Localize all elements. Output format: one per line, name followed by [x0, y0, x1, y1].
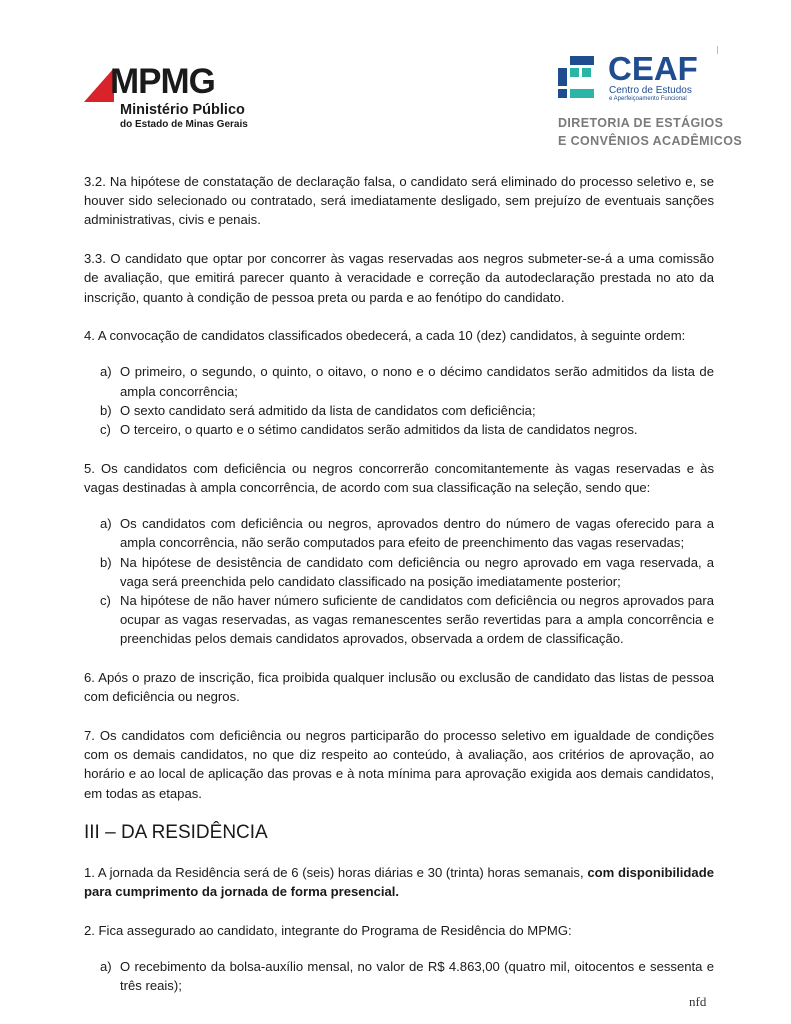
- ceaf-subtitle: Centro de Estudos: [609, 85, 692, 96]
- list-marker: a): [100, 958, 112, 974]
- list-item: [84, 401, 714, 420]
- paragraph-r1-bold: com disponibilidade para cumprimento da jornada de forma presencial.: [84, 864, 714, 899]
- mpmg-wordmark: MPMG: [110, 62, 215, 101]
- list-item-text: Os candidatos com deficiência ou negros, aprovados dentro do número de vagas oferecido para a ampla concorrência, não serão computados para efeito de preenchimento das vagas reservadas;: [120, 516, 714, 551]
- list-item-text: O terceiro, o quarto e o sétimo candidatos serão admitidos da lista de candidatos negros.: [120, 422, 638, 438]
- header-tick-mark: [717, 46, 718, 54]
- footer-initials: nfd: [689, 994, 707, 1009]
- page-header: [0, 0, 791, 160]
- mpmg-logo: [84, 62, 254, 134]
- ceaf-directorate-line-2: E CONVÊNIOS ACADÊMICOS: [558, 134, 743, 148]
- ceaf-directorate-line-1: DIRETORIA DE ESTÁGIOS: [558, 116, 724, 130]
- list-item-text: O sexto candidato será admitido da lista de candidatos com deficiência;: [120, 402, 536, 418]
- section-title: III – DA RESIDÊNCIA: [84, 821, 268, 843]
- list-item-text: O primeiro, o segundo, o quinto, o oitavo, o nono e o décimo candidatos serão admitidos da lista de ampla concorrência;: [120, 364, 714, 399]
- paragraph-6: 6. Após o prazo de inscrição, fica proibida qualquer inclusão ou exclusão de candidato das listas de pessoa com deficiência ou negros.: [84, 670, 714, 705]
- paragraph-5: 5. Os candidatos com deficiência ou negros concorrerão concomitantemente às vagas reservadas e às vagas destinadas à ampla concorrência, de acordo com sua classificação na seleção, sendo que:: [84, 460, 714, 495]
- paragraph-r1: [84, 863, 714, 901]
- mpmg-subtitle: Ministério Público: [120, 102, 245, 118]
- paragraph-4: 4. A convocação de candidatos classificados obedecerá, a cada 10 (dez) candidatos, à seguinte ordem:: [84, 328, 686, 344]
- paragraph-3-3: 3.3. O candidato que optar por concorrer às vagas reservadas aos negros submeter-se-á a uma comissão de avaliação, que emitirá parecer quanto à veracidade e correção da autodeclaração prestada no ato da inscrição, quanto à condição de pessoa preta ou parda e ao fenótipo do candidato.: [84, 251, 714, 305]
- list-marker: b): [100, 402, 112, 418]
- list-item: [84, 553, 714, 591]
- list-item-text: O recebimento da bolsa-auxílio mensal, no valor de R$ 4.863,00 (quatro mil, oitocentos e sessenta e três reais);: [120, 958, 714, 994]
- ceaf-emblem-icon: [556, 54, 602, 100]
- list-item: [84, 957, 714, 995]
- paragraph-r2: 2. Fica assegurado ao candidato, integrante do Programa de Residência do MPMG:: [84, 922, 572, 938]
- paragraph-3-2: 3.2. Na hipótese de constatação de declaração falsa, o candidato será eliminado do processo seletivo e, se houver sido selecionado ou contratado, será imediatamente desligado, sem prejuízo de eventuais sanções administrativas, civis e penais.: [84, 174, 714, 228]
- list-marker: a): [100, 516, 112, 532]
- list-marker: b): [100, 554, 112, 570]
- list-marker: a): [100, 364, 112, 380]
- paragraph-7: 7. Os candidatos com deficiência ou negros participarão do processo seletivo em igualdade de condições com os demais candidatos, no que diz respeito ao conteúdo, à avaliação, aos critérios de aprovação, ao horário e ao local de aplicação das provas e à nota mínima para aprovação exigida aos demais candidatos, em todas as etapas.: [84, 727, 714, 801]
- list-item: [84, 514, 714, 552]
- ceaf-wordmark: CEAF: [608, 50, 698, 87]
- list-item-text: Na hipótese de não haver número suficiente de candidatos com deficiência ou negros aprovados para ocupar as vagas reservadas, as vagas remanescentes serão revertidas para a ampla concorrência e preenchidas pelos demais candidatos aprovados, observada a ordem de classificação.: [120, 592, 714, 647]
- list-item-5: [84, 514, 714, 648]
- list-item-4: [84, 362, 714, 439]
- paragraph-r1-text: 1. A jornada da Residência será de 6 (seis) horas diárias e 30 (trinta) horas semanais,: [84, 864, 588, 880]
- mpmg-subtitle-2: do Estado de Minas Gerais: [120, 119, 248, 130]
- list-item: [84, 420, 714, 439]
- list-item: [84, 362, 714, 400]
- list-item-text: Na hipótese de desistência de candidato com deficiência ou negro aprovado em vaga reservada, a vaga será preenchida pelo candidato classificado na posição imediatamente posterior;: [120, 554, 714, 589]
- list-marker: c): [100, 422, 111, 438]
- ceaf-subtitle-2: e Aperfeiçoamento Funcional: [609, 96, 687, 102]
- document-body: [84, 172, 714, 1015]
- list-item-r2: [84, 957, 714, 995]
- list-marker: c): [100, 592, 111, 608]
- ceaf-logo: [556, 50, 743, 152]
- list-item: [84, 591, 714, 649]
